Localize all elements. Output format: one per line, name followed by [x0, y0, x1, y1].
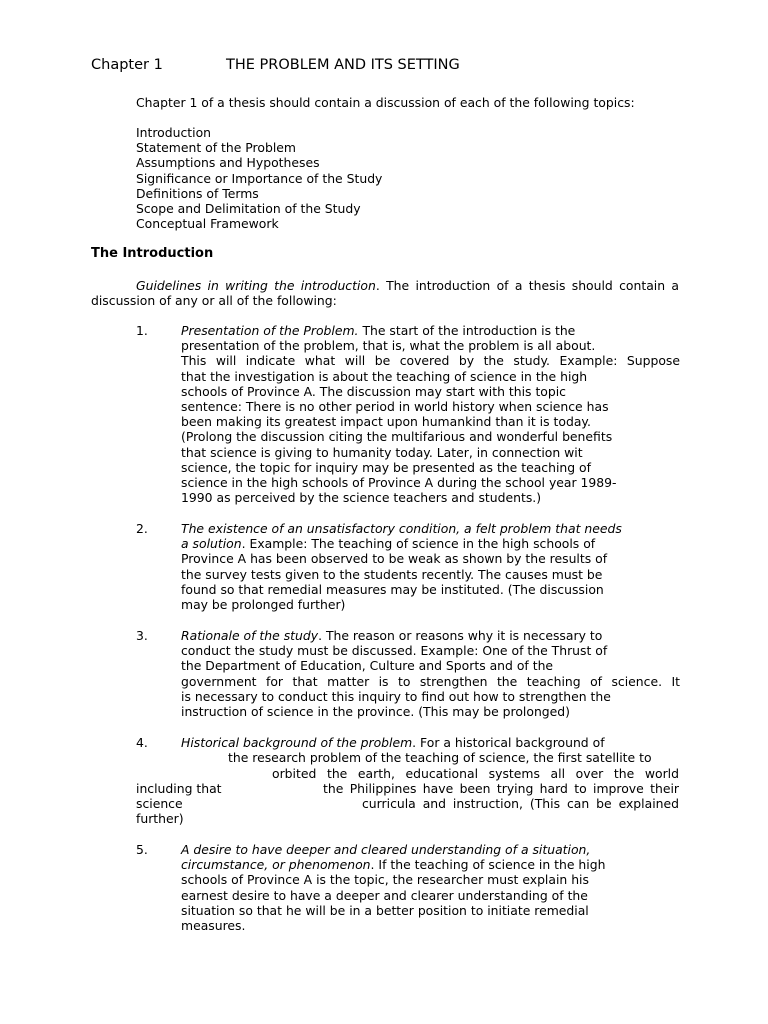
item-title: A desire to have deeper and cleared understanding of a situation,: [181, 842, 591, 857]
topic-list: [136, 125, 382, 231]
item-line: curricula and instruction, (This can be explained: [362, 796, 679, 811]
topic-item: Assumptions and Hypotheses: [136, 155, 320, 171]
guidelines-italic: Guidelines in writing the introduction: [136, 278, 376, 293]
topic-item: Scope and Delimitation of the Study: [136, 201, 361, 217]
topic-item: Significance or Importance of the Study: [136, 170, 383, 186]
list-item: The existence of an unsatisfactory condition, a felt problem that needs a solution. Example: The teaching of science in the high schools of Province A has been observed to be weak as shown by the results of the survey tests given to the students recently. The causes must be found so that remedial measures may be instituted. (The discussion may be prolonged further): [181, 521, 622, 613]
guidelines-line-2: discussion of any or all of the following:: [91, 293, 337, 309]
item-title: The existence of an unsatisfactory condition, a felt problem that needs: [181, 521, 622, 536]
guidelines-line-1: Guidelines in writing the introduction. The introduction of a thesis should contain a: [136, 278, 679, 293]
topic-item: Introduction: [136, 125, 212, 140]
chapter-label: Chapter 1: [91, 57, 163, 73]
item-line: science: [136, 796, 183, 811]
chapter-title: THE PROBLEM AND ITS SETTING: [226, 57, 460, 73]
item-line: including that: [136, 781, 222, 796]
item-number: 2.: [136, 521, 148, 536]
section-heading: The Introduction: [91, 246, 214, 261]
item-line: orbited the earth, educational systems all over the world: [272, 766, 679, 781]
topic-item: Statement of the Problem: [136, 140, 296, 156]
item-title: Historical background of the problem: [181, 735, 413, 750]
item-line: further): [136, 811, 184, 826]
topic-item: Definitions of Terms: [136, 185, 259, 201]
topic-item: Conceptual Framework: [136, 216, 279, 232]
list-item: Presentation of the Problem. The start of the introduction is the presentation of the problem, that is, what the problem is all about. This will indicate what will be covered by the study. Example: Suppose that the investigation is about the teaching of science in the high schools of Province A. The discussion may start with this topic sentence: There is no other period in world history when science has been making its greatest impact upon humankind than it is today. (Prolong the discussion citing the multifarious and wonderful benefits that science is giving to humanity today. Later, in connection wit science, the topic for inquiry may be presented as the teaching of science in the high schools of Province A during the school year 1989- 1990 as perceived by the science teachers and students.): [181, 323, 680, 506]
item-number: 5.: [136, 842, 148, 857]
item-title-line: Historical background of the problem. For a historical background of: [181, 735, 605, 750]
list-item: Rationale of the study. The reason or reasons why it is necessary to conduct the study must be discussed. Example: One of the Thrust of the Department of Education, Culture and Sports and of the government for that matter is to strengthen the teaching of science. It is necessary to conduct this inquiry to find out how to strengthen the instruction of science in the province. (This may be prolonged): [181, 628, 680, 720]
item-title: Presentation of the Problem.: [181, 323, 359, 338]
item-title: Rationale of the study: [181, 628, 319, 643]
item-line: the research problem of the teaching of science, the first satellite to: [228, 750, 652, 765]
guidelines-paragraph: [91, 278, 679, 308]
item-number: 1.: [136, 323, 148, 338]
item-number: 4.: [136, 735, 148, 750]
list-item: A desire to have deeper and cleared understanding of a situation, circumstance, or phenomenon. If the teaching of science in the high schools of Province A is the topic, the researcher must explain his earnest desire to have a deeper and clearer understanding of the situation so that he will be in a better position to initiate remedial measures.: [181, 842, 606, 934]
item-number: 3.: [136, 628, 148, 643]
intro-sentence: Chapter 1 of a thesis should contain a discussion of each of the following topics:: [136, 95, 635, 110]
item-line: the Philippines have been trying hard to improve their: [323, 781, 679, 796]
